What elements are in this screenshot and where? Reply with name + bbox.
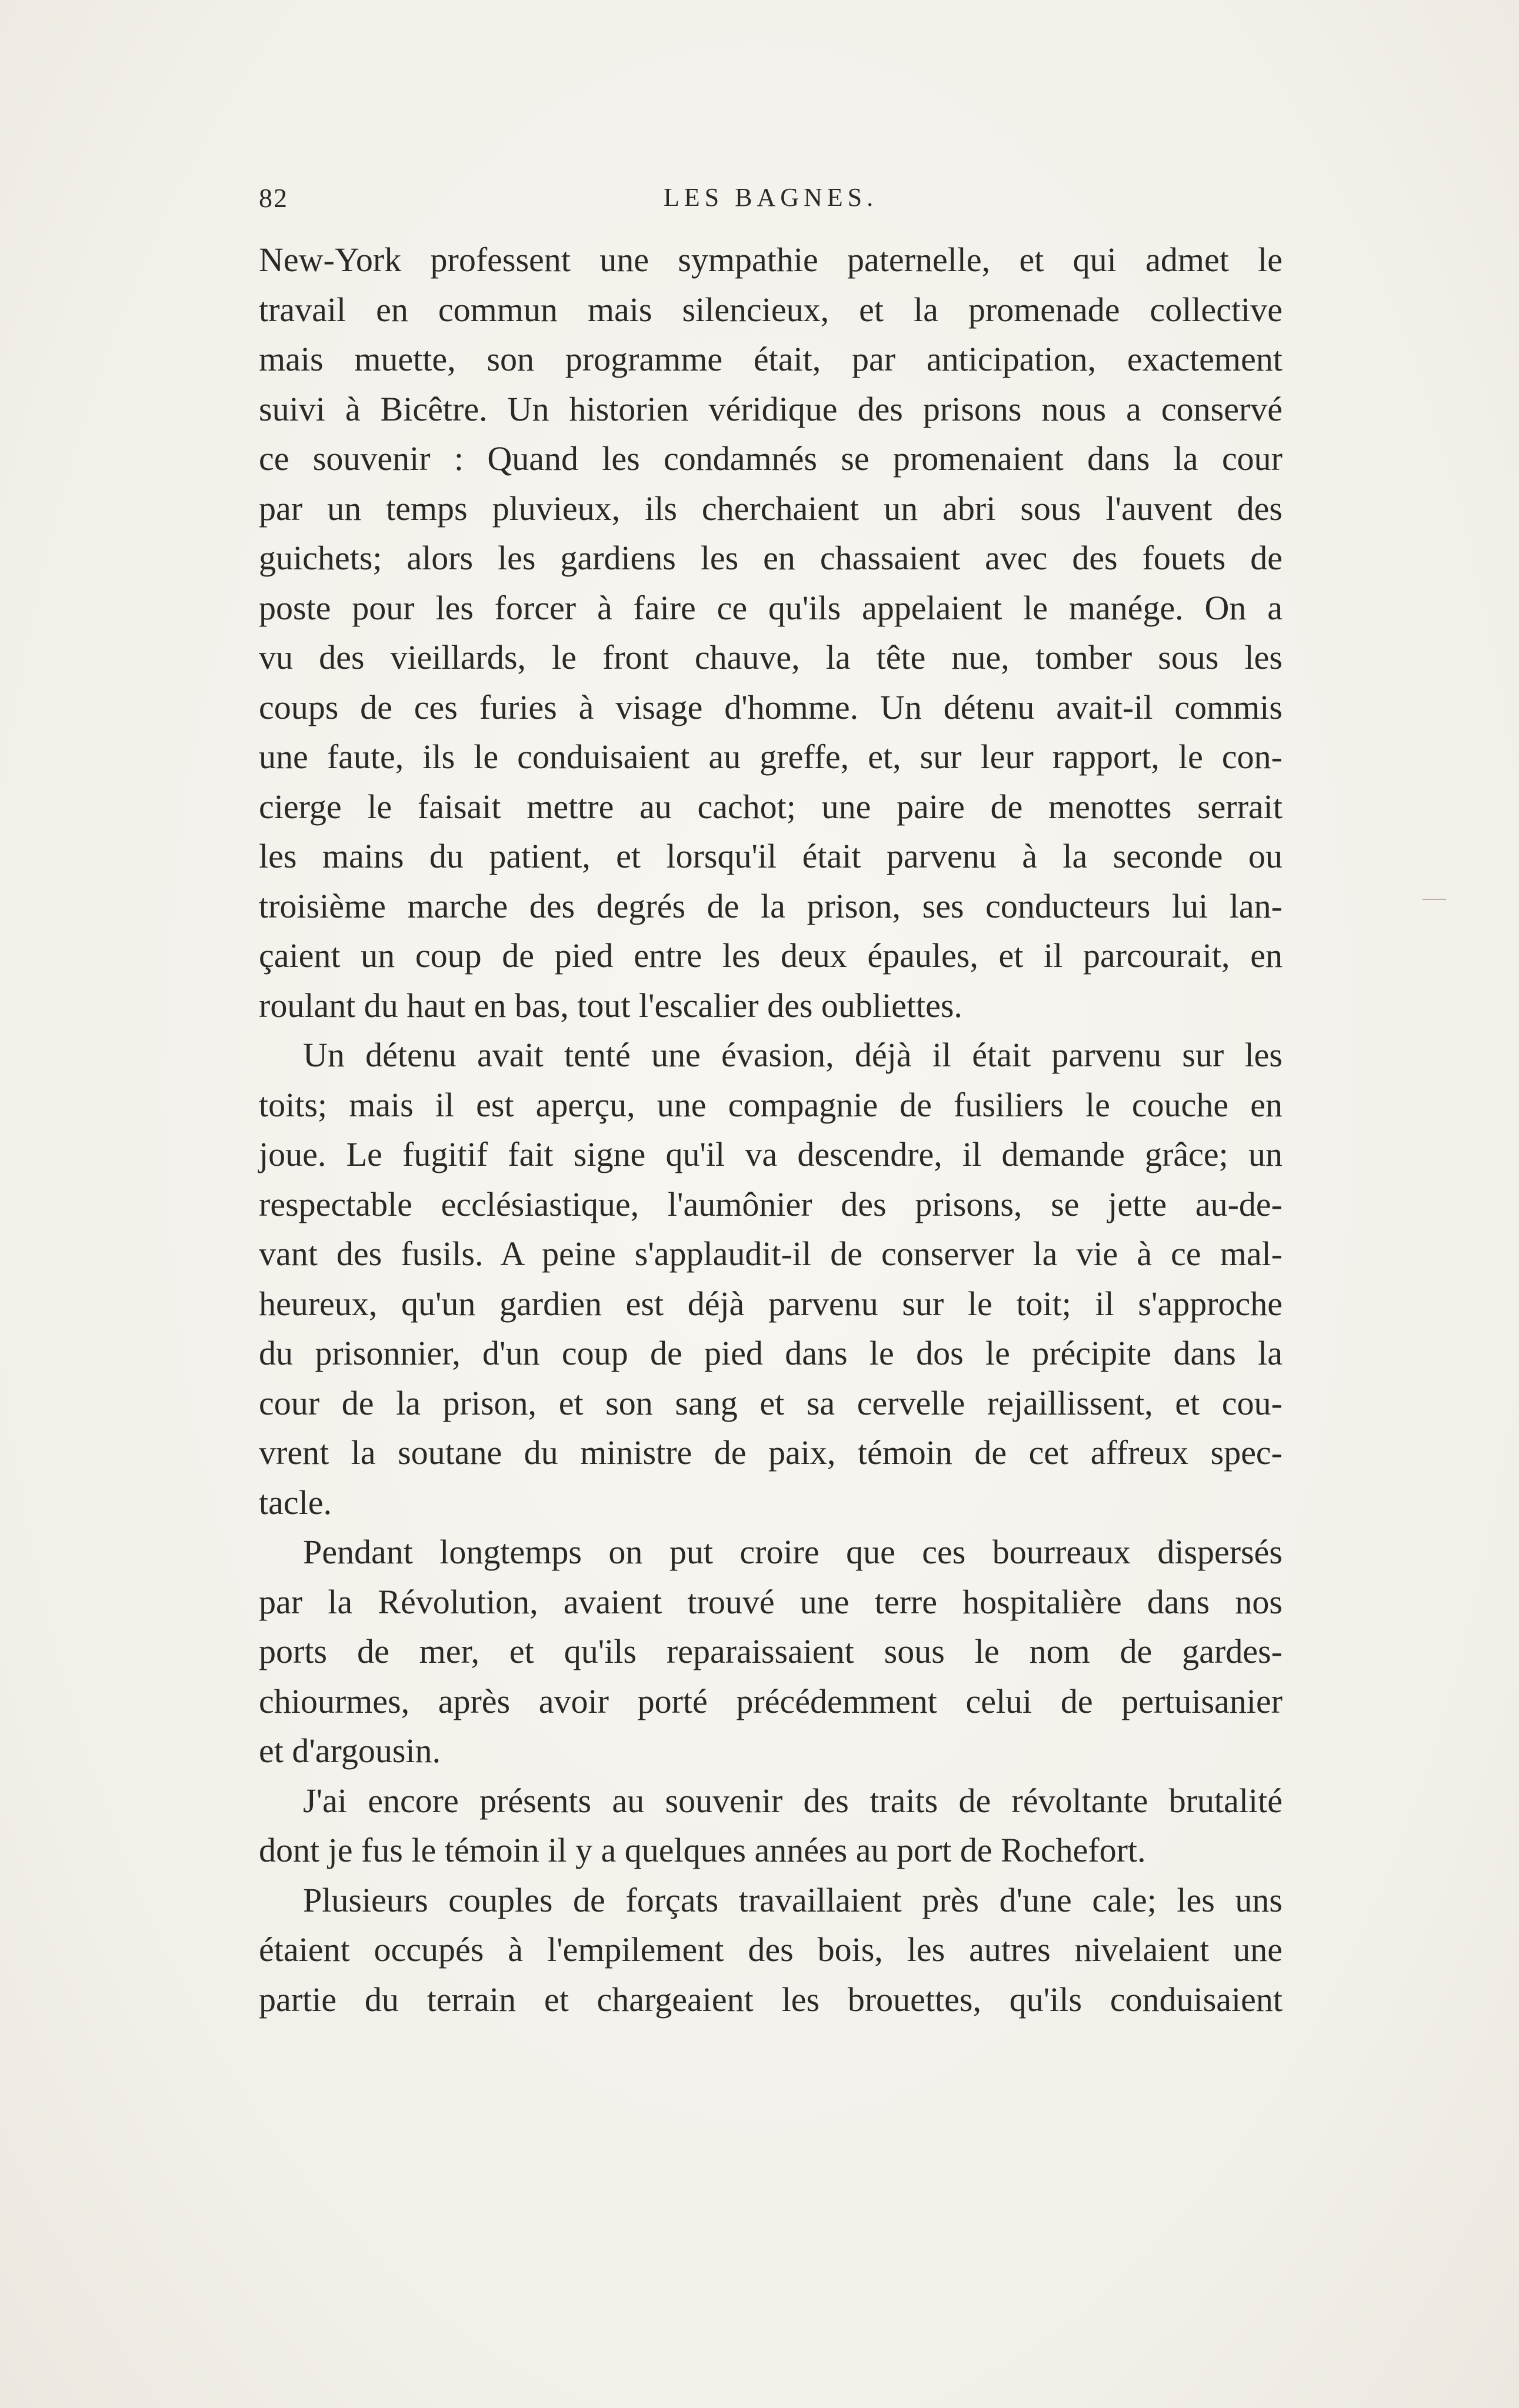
text-line: tacle. [259, 1483, 332, 1522]
text-line: vu des vieillards, le front chauve, la tête nue, tomber sous les [259, 638, 1283, 676]
text-line: guichets; alors les gardiens les en chassaient avec des fouets de [259, 539, 1283, 577]
running-head [259, 176, 1283, 224]
text-line: partie du terrain et chargeaient les brouettes, qu'ils conduisaient [259, 1980, 1283, 2019]
text-line: cierge le faisait mettre au cachot; une paire de menottes serrait [259, 787, 1283, 826]
text-line: vrent la soutane du ministre de paix, témoin de cet affreux spec- [259, 1433, 1283, 1472]
text-line: chiourmes, après avoir porté précédemment celui de pertuisanier [259, 1682, 1283, 1720]
text-line: toits; mais il est aperçu, une compagnie de fusiliers le couche en [259, 1085, 1283, 1124]
text-line: une faute, ils le conduisaient au greffe, et, sur leur rapport, le con- [259, 738, 1283, 776]
text-line: par un temps pluvieux, ils cherchaient un abri sous l'auvent des [259, 489, 1283, 528]
text-line: ce souvenir : Quand les condamnés se promenaient dans la cour [259, 439, 1283, 478]
text-line: roulant du haut en bas, tout l'escalier des oubliettes. [259, 986, 962, 1025]
text-line: vant des fusils. A peine s'applaudit-il de conserver la vie à ce mal- [259, 1235, 1283, 1273]
text-line: étaient occupés à l'empilement des bois, les autres nivelaient une [259, 1930, 1283, 1969]
text-line: poste pour les forcer à faire ce qu'ils appelaient le manége. On a [259, 588, 1283, 627]
text-line: suivi à Bicêtre. Un historien véridique des prisons nous a conservé [259, 389, 1283, 428]
text-line: New-York professent une sympathie paternelle, et qui admet le [259, 241, 1283, 279]
text-line: et d'argousin. [259, 1732, 441, 1770]
text-line: dont je fus le témoin il y a quelques années au port de Rochefort. [259, 1831, 1146, 1869]
page-number: 82 [259, 183, 288, 213]
text-line: joue. Le fugitif fait signe qu'il va descendre, il demande grâce; un [259, 1135, 1283, 1173]
text-line: du prisonnier, d'un coup de pied dans le dos le précipite dans la [259, 1334, 1283, 1372]
text-line: respectable ecclésiastique, l'aumônier des prisons, se jette au-de- [259, 1185, 1283, 1223]
text-line: par la Révolution, avaient trouvé une terre hospitalière dans nos [259, 1582, 1283, 1621]
text-line: heureux, qu'un gardien est déjà parvenu sur le toit; il s'approche [259, 1284, 1283, 1323]
text-line: Pendant longtemps on put croire que ces bourreaux dispersés [303, 1533, 1283, 1571]
text-line: les mains du patient, et lorsqu'il était parvenu à la seconde ou [259, 837, 1283, 875]
text-line: travail en commun mais silencieux, et la promenade collective [259, 290, 1283, 329]
text-line: troisième marche des degrés de la prison, ses conducteurs lui lan- [259, 886, 1283, 925]
running-title: LES BAGNES. [663, 183, 878, 212]
text-line: çaient un coup de pied entre les deux épaules, et il parcourait, en [259, 936, 1283, 975]
body-text [259, 235, 1283, 2025]
text-line: ports de mer, et qu'ils reparaissaient sous le nom de gardes- [259, 1632, 1283, 1670]
text-line: J'ai encore présents au souvenir des traits de révoltante brutalité [303, 1781, 1283, 1820]
margin-mark [1423, 899, 1446, 900]
text-line: coups de ces furies à visage d'homme. Un détenu avait-il commis [259, 688, 1283, 726]
text-line: Plusieurs couples de forçats travaillaient près d'une cale; les uns [303, 1880, 1283, 1919]
text-line: mais muette, son programme était, par anticipation, exactement [259, 340, 1283, 378]
text-line: Un détenu avait tenté une évasion, déjà il était parvenu sur les [303, 1036, 1283, 1074]
text-line: cour de la prison, et son sang et sa cervelle rejaillissent, et cou- [259, 1383, 1283, 1422]
